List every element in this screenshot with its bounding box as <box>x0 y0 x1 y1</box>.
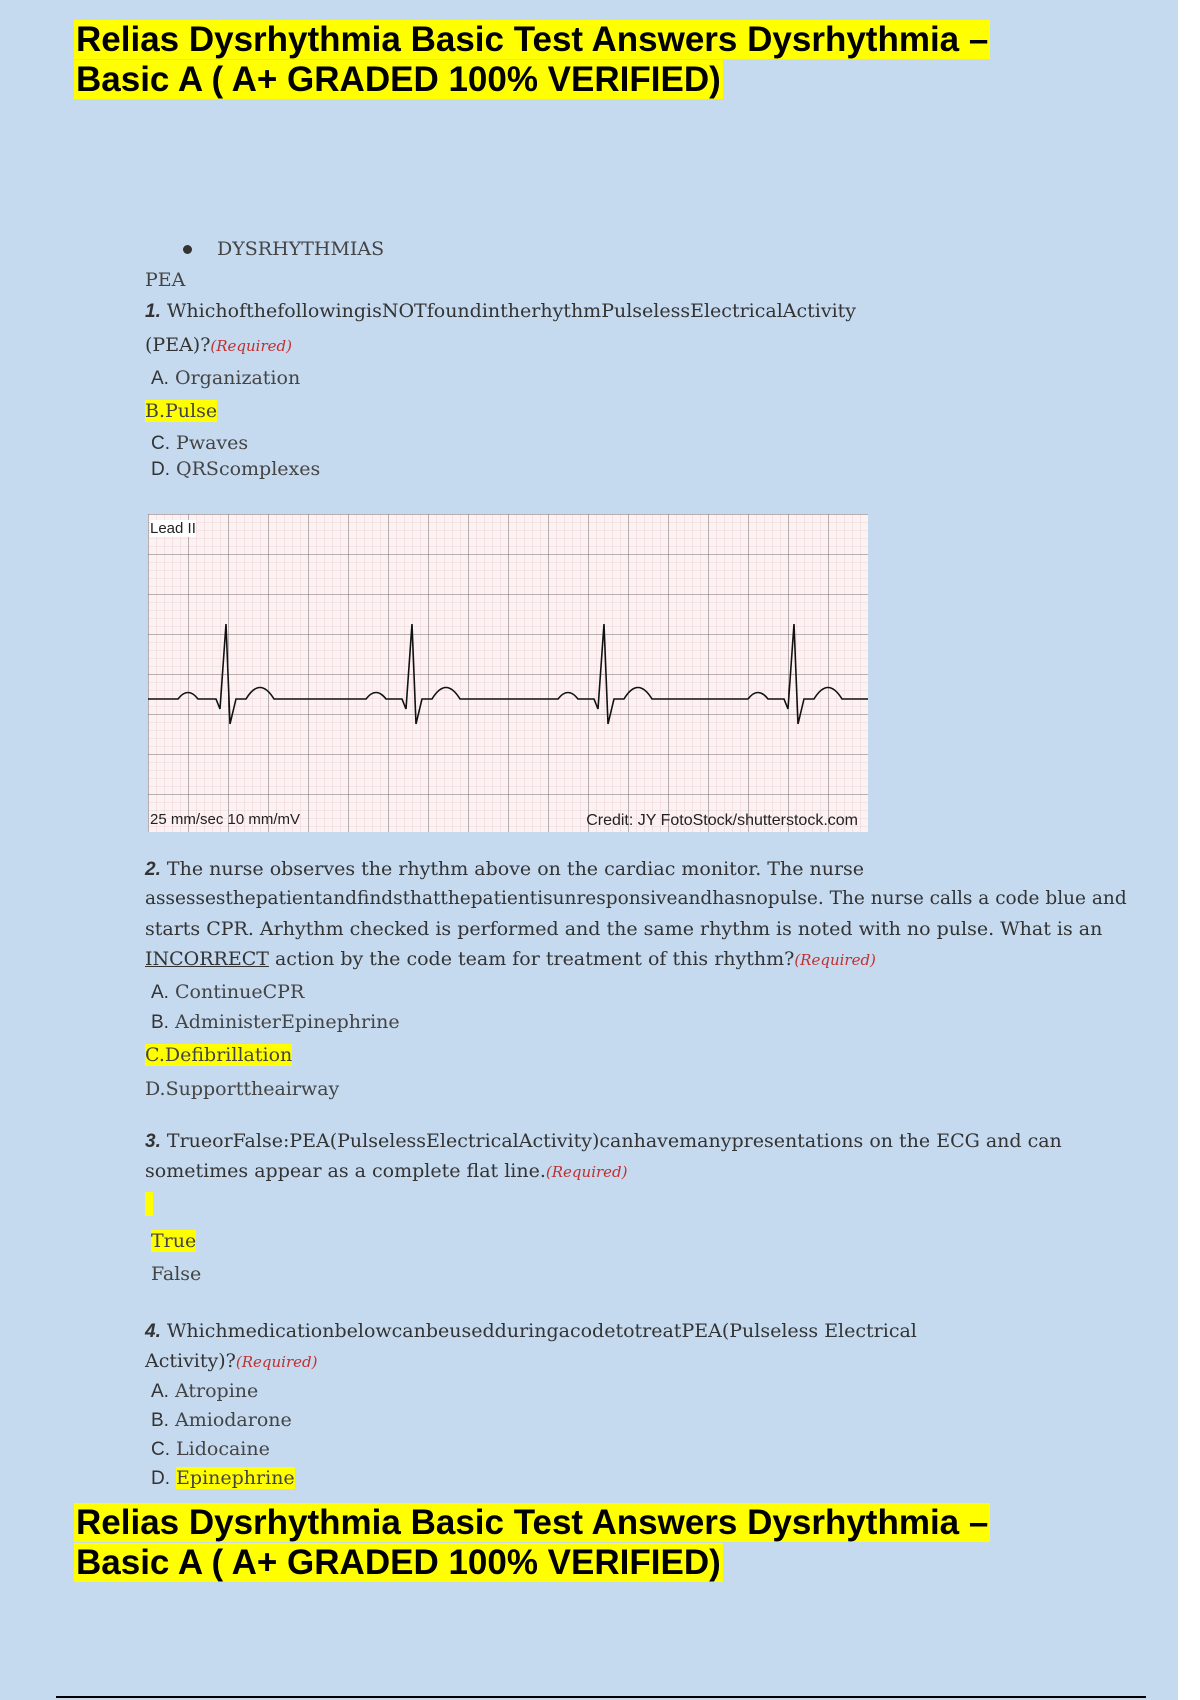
q1-text-2: (PEA)? <box>145 334 211 356</box>
option-text: Organization <box>175 367 301 389</box>
q2-text-4: action by the code team for treatment of this rhythm? <box>268 948 795 970</box>
option-letter: A. <box>151 982 169 1003</box>
page-edge <box>1178 0 1200 1700</box>
q4-text-2: Activity)? <box>145 1350 236 1372</box>
q3-text: TrueorFalse:PEA(PulselessElectricalActivity)canhavemanypresentations on the ECG and can <box>166 1130 1062 1152</box>
q4-option-a[interactable] <box>151 1380 258 1403</box>
q4-number: 4. <box>145 1321 161 1342</box>
required-label: (Required) <box>235 1353 318 1371</box>
option-text-highlighted: Epinephrine <box>176 1467 295 1489</box>
footer-divider <box>56 1696 1146 1698</box>
option-text: AdministerEpinephrine <box>175 1011 400 1033</box>
q3-line-2 <box>145 1160 628 1182</box>
ecg-grid <box>148 514 868 832</box>
option-letter: C. <box>151 1439 170 1460</box>
option-text-highlighted: B.Pulse <box>145 400 218 422</box>
option-text: Pwaves <box>176 432 249 454</box>
q1-option-a[interactable] <box>151 367 300 390</box>
option-text: Amiodarone <box>175 1409 292 1431</box>
q1-number: 1. <box>145 301 161 322</box>
q2-option-d[interactable] <box>145 1078 339 1100</box>
q2-option-b[interactable] <box>151 1011 400 1034</box>
q4-option-c[interactable] <box>151 1438 270 1461</box>
required-label: (Required) <box>794 951 876 969</box>
incorrect-emphasis: INCORRECT <box>145 948 269 970</box>
q2-option-c[interactable] <box>145 1044 292 1066</box>
option-text-highlighted: True <box>151 1230 197 1252</box>
q2-option-a[interactable] <box>151 981 304 1004</box>
option-text: QRScomplexes <box>176 458 321 480</box>
option-text: False <box>151 1263 202 1285</box>
q1-option-c[interactable] <box>151 432 248 455</box>
q4-line-2 <box>145 1350 317 1372</box>
q2-line-2: assessesthepatientandfindsthatthepatientisunresponsiveandhasnopulse. The nurse calls a code blue and <box>145 888 1127 909</box>
ecg-strip-image <box>148 514 868 832</box>
q2-line-1 <box>145 858 864 881</box>
q4-option-b[interactable] <box>151 1409 292 1432</box>
banner-line-1: Relias Dysrhythmia Basic Test Answers Dysrhythmia – <box>76 1503 989 1542</box>
bullet-icon <box>183 245 192 254</box>
option-letter: D. <box>151 459 170 480</box>
footer-banner <box>74 1503 1084 1583</box>
required-label: (Required) <box>545 1163 628 1181</box>
option-letter: A. <box>151 1381 169 1402</box>
q2-text: The nurse observes the rhythm above on the cardiac monitor. The nurse <box>166 858 865 880</box>
ecg-speed-label: 25 mm/sec 10 mm/mV <box>150 811 301 828</box>
option-letter: B. <box>151 1410 169 1431</box>
option-letter: A. <box>151 368 169 389</box>
banner-line-1: Relias Dysrhythmia Basic Test Answers Dysrhythmia – <box>76 20 989 59</box>
option-letter: D. <box>151 1468 170 1489</box>
option-text: D.Supporttheairway <box>145 1078 340 1100</box>
required-label: (Required) <box>210 337 292 355</box>
header-banner <box>74 20 1084 100</box>
banner-line-2: Basic A ( A+ GRADED 100% VERIFIED) <box>76 1543 721 1582</box>
q3-option-true[interactable] <box>151 1230 196 1252</box>
q3-option-false[interactable] <box>151 1263 201 1285</box>
q1-line-1 <box>145 300 856 323</box>
q3-text-2: sometimes appear as a complete flat line. <box>145 1160 546 1182</box>
q4-text: WhichmedicationbelowcanbeusedduringacodetotreatPEA(Pulseless Electrical <box>166 1320 917 1342</box>
q4-line-1 <box>145 1320 917 1343</box>
option-text: ContinueCPR <box>175 981 305 1003</box>
option-text: Lidocaine <box>176 1438 270 1460</box>
q3-line-1 <box>145 1130 1062 1153</box>
q2-line-4 <box>145 948 876 970</box>
option-text-highlighted: C.Defibrillation <box>145 1044 293 1066</box>
q1-option-d[interactable] <box>151 458 320 481</box>
q4-option-d[interactable] <box>151 1467 295 1490</box>
ecg-credit-label: Credit: JY FotoStock/shutterstock.com <box>586 812 858 829</box>
highlight-marker <box>145 1192 153 1216</box>
option-letter: C. <box>151 433 170 454</box>
q2-number: 2. <box>145 859 161 880</box>
q3-number: 3. <box>145 1131 161 1152</box>
banner-line-2: Basic A ( A+ GRADED 100% VERIFIED) <box>76 60 721 99</box>
topic-label: PEA <box>145 269 186 291</box>
q1-option-b[interactable] <box>145 400 217 422</box>
q2-line-3: starts CPR. Arhythm checked is performed and the same rhythm is noted with no pulse. What is an <box>145 918 1103 940</box>
option-letter: B. <box>151 1012 169 1033</box>
option-text: Atropine <box>175 1380 259 1402</box>
section-heading: DYSRHYTHMIAS <box>217 238 385 260</box>
section-bullet <box>145 238 385 260</box>
q1-line-2 <box>145 334 292 356</box>
ecg-lead-label: Lead II <box>150 520 196 537</box>
q1-text: WhichofthefollowingisNOTfoundintherhythmPulselessElectricalActivity <box>166 300 857 322</box>
